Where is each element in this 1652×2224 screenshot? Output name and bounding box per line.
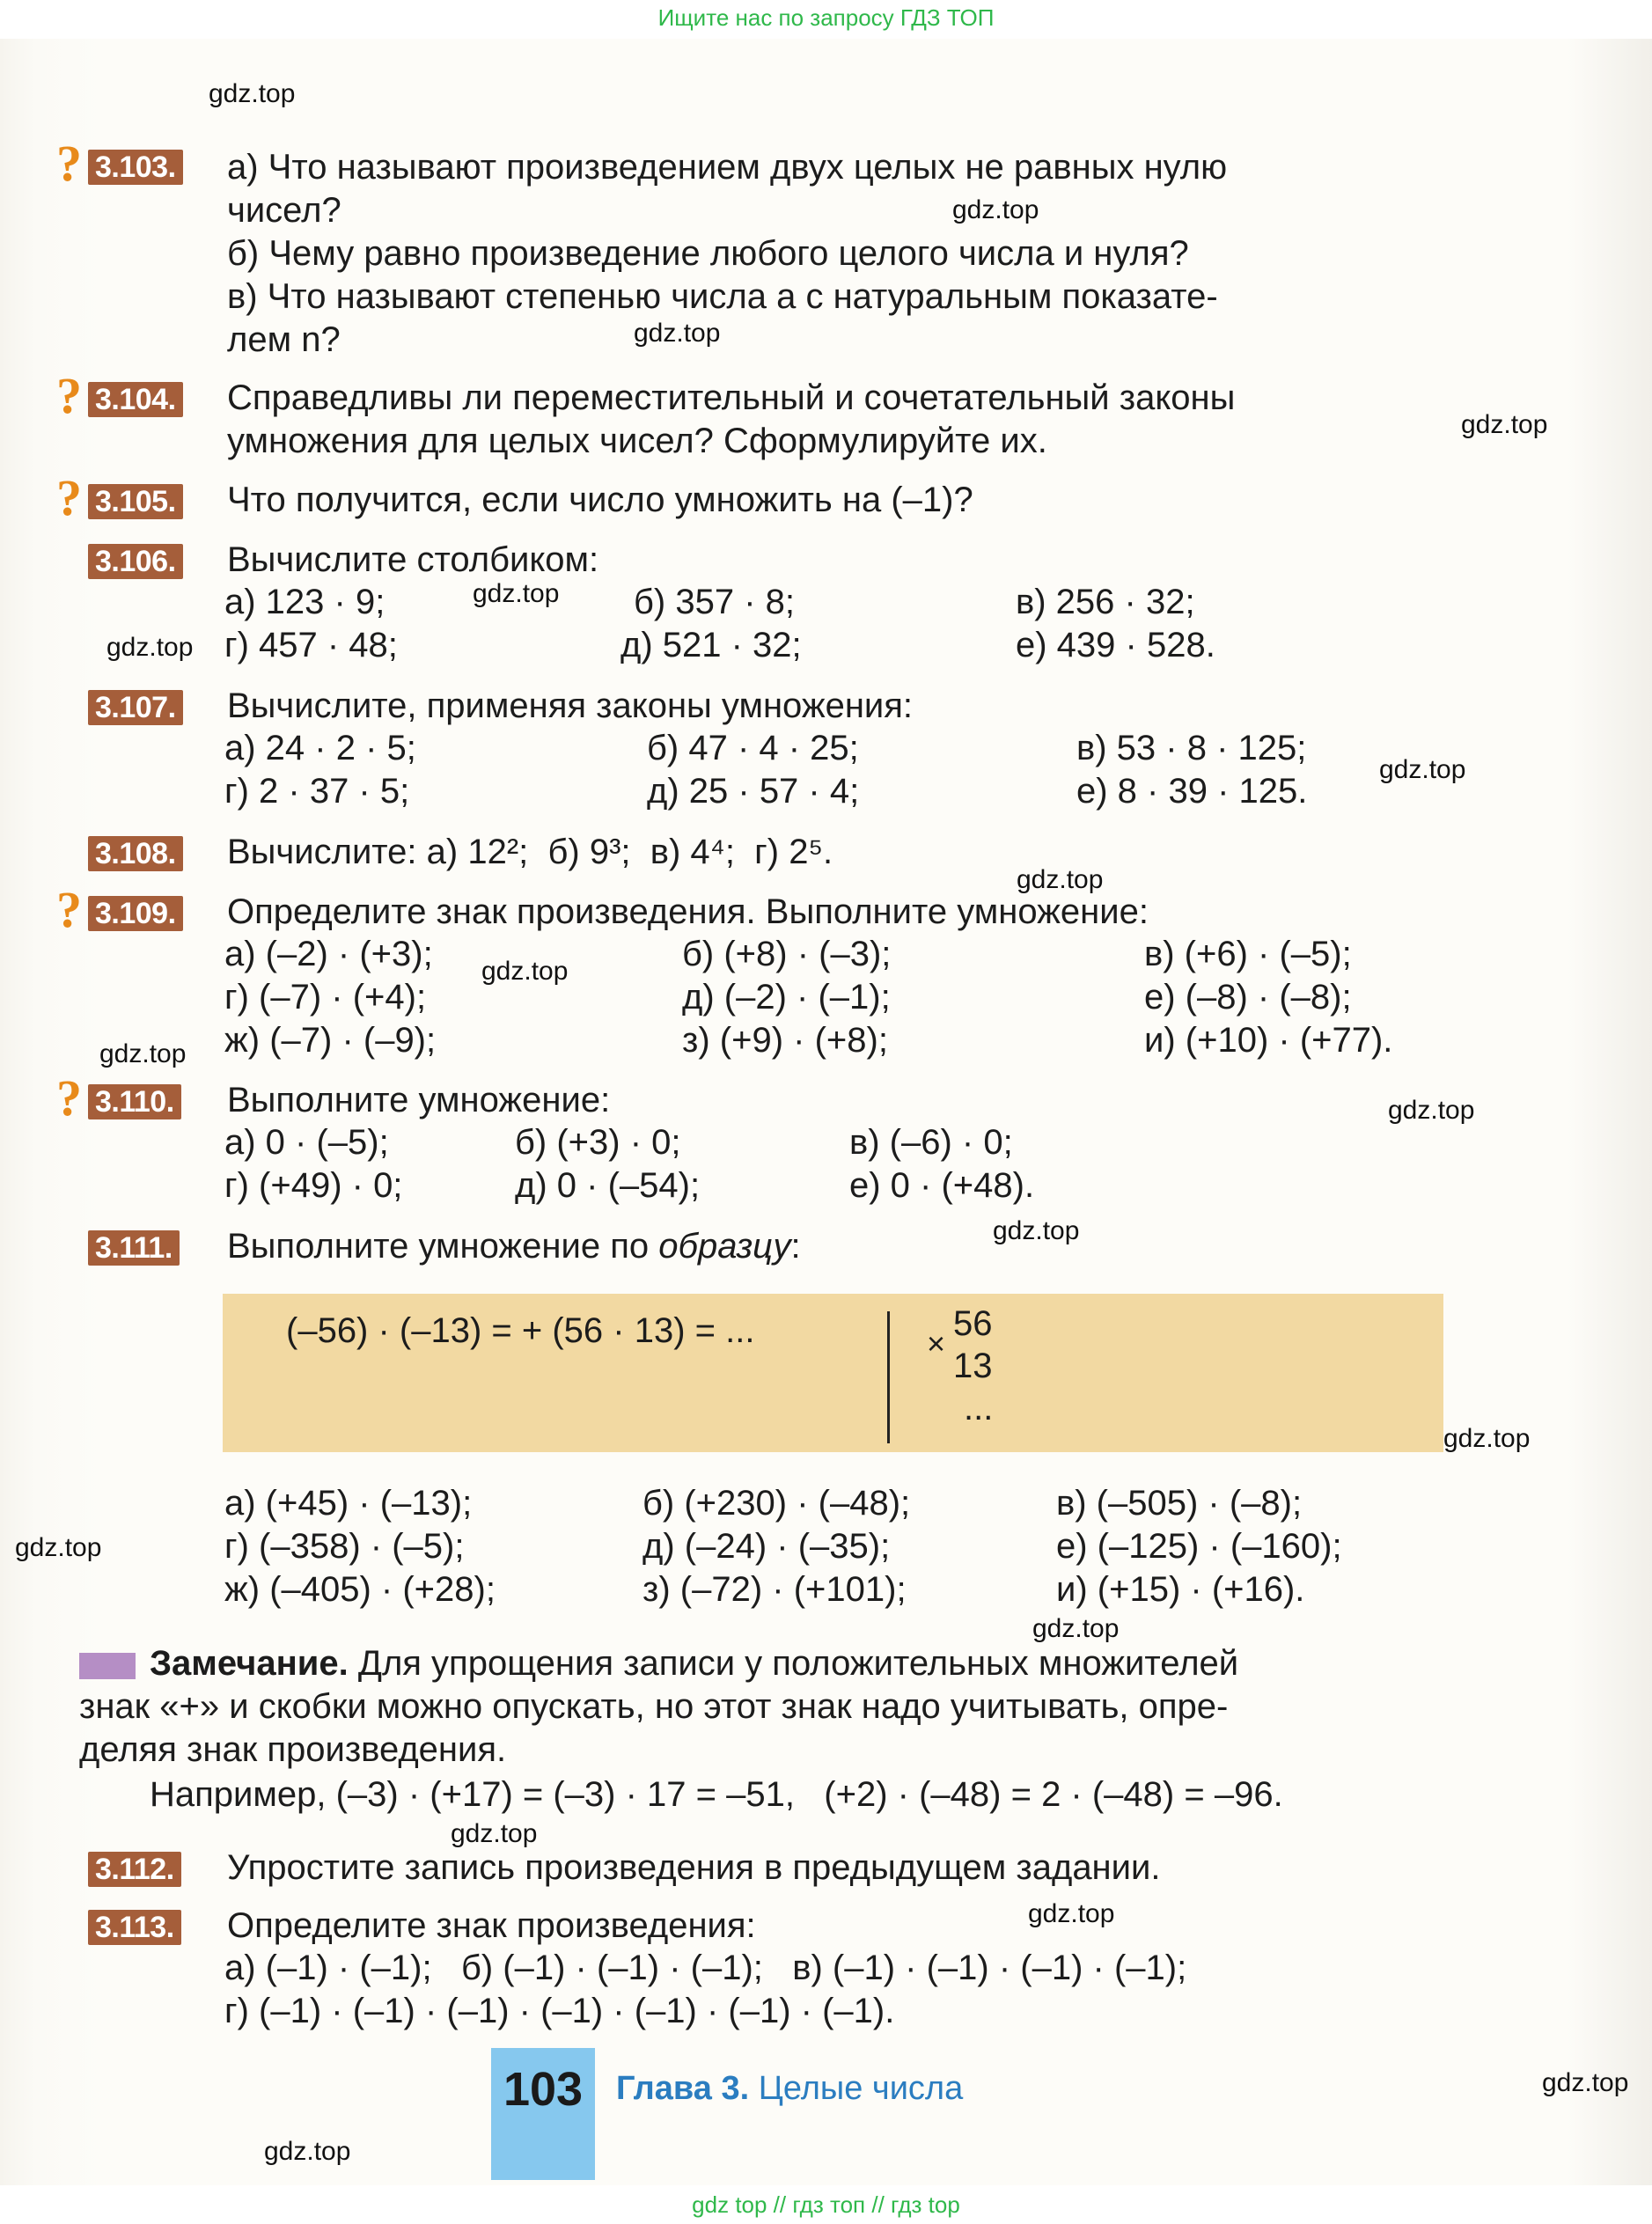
task-3-110: [56, 1069, 1452, 1216]
exercise-item: д) 521 · 32;: [620, 626, 802, 664]
exercise-item: г) (+49) · 0;: [224, 1166, 403, 1205]
column-result: ...: [964, 1389, 994, 1428]
watermark: gdz.top: [209, 79, 296, 108]
task-number: 3.110.: [88, 1084, 181, 1119]
task-number: 3.108.: [88, 836, 183, 871]
question-mark-icon: ?: [56, 135, 82, 192]
remark-line: деляя знак произведения.: [79, 1730, 507, 1769]
task-number: 3.106.: [88, 544, 183, 579]
task-3-109: [56, 881, 1452, 1072]
watermark: gdz.top: [264, 2137, 351, 2166]
task-line: лем n?: [227, 320, 341, 359]
task-3-106: [79, 540, 1452, 676]
column-multiplication: [953, 1303, 993, 1429]
exercise-item: в) 53 · 8 · 125;: [1076, 729, 1307, 767]
question-mark-icon: ?: [56, 1069, 82, 1127]
search-hint-text[interactable]: Ищите нас по запросу ГДЗ ТОП: [657, 4, 995, 31]
task-line: в) Что называют степенью числа a с натуральным показате-: [227, 277, 1218, 316]
search-hint-banner[interactable]: [0, 0, 1652, 39]
exercise-item: г) 2 · 37 · 5;: [224, 772, 410, 811]
task-number: 3.113.: [88, 1910, 181, 1945]
chapter-heading: [616, 2070, 963, 2108]
watermark: gdz.top: [106, 633, 194, 662]
task-title: Определите знак произведения:: [227, 1906, 756, 1945]
watermark: gdz.top: [634, 319, 721, 348]
exercise-item: б) (+3) · 0;: [515, 1123, 681, 1162]
task-line: а) Что называют произведением двух целых не равных нулю: [227, 148, 1228, 187]
task-number: 3.112.: [88, 1852, 181, 1887]
column-bottom: 13: [953, 1347, 993, 1385]
task-line: чисел?: [227, 191, 341, 230]
footer-text[interactable]: gdz top // гдз топ // гдз top: [692, 2191, 960, 2218]
exercise-item: б) 47 · 4 · 25;: [647, 729, 859, 767]
watermark: gdz.top: [1017, 865, 1104, 894]
task-3-113: [79, 1906, 1452, 2042]
task-line: Что получится, если число умножить на (–1)?: [227, 481, 973, 519]
task-title: Вычислите, применяя законы умножения:: [227, 686, 914, 725]
task-number: 3.105.: [88, 484, 183, 519]
exercise-item: е) 0 · (+48).: [849, 1166, 1035, 1205]
remark-line: знак «+» и скобки можно опускать, но этот знак надо учитывать, опре-: [79, 1687, 1229, 1726]
remark-example: Например, (–3) · (+17) = (–3) · 17 = –51, (+2) · (–48) = 2 · (–48) = –96.: [150, 1775, 1283, 1814]
task-number: 3.107.: [88, 690, 183, 725]
watermark: gdz.top: [1028, 1899, 1115, 1928]
exercise-item: ж) (–7) · (–9);: [224, 1021, 437, 1060]
watermark: gdz.top: [15, 1533, 102, 1562]
exercise-item: е) (–8) · (–8);: [1144, 978, 1352, 1017]
task-number: 3.103.: [88, 150, 183, 185]
exercise-item: д) 25 · 57 · 4;: [647, 772, 860, 811]
column-top: 56: [953, 1304, 993, 1343]
task-3-112: [79, 1848, 1452, 1896]
task-number: 3.111.: [88, 1230, 180, 1266]
sample-box: [223, 1294, 1443, 1452]
exercise-line: а) (–1) · (–1); б) (–1) · (–1) · (–1); в) (–1) · (–1) · (–1) · (–1);: [224, 1949, 1187, 1987]
exercise-item: а) 24 · 2 · 5;: [224, 729, 416, 767]
watermark: gdz.top: [1379, 755, 1466, 784]
exercise-item: з) (–72) · (+101);: [642, 1570, 907, 1609]
task-3-104: [56, 367, 1452, 470]
exercise-item: е) 439 · 528.: [1016, 626, 1215, 664]
chapter-label: Глава 3.: [616, 2070, 750, 2107]
question-mark-icon: ?: [56, 367, 82, 424]
watermark: gdz.top: [99, 1039, 187, 1068]
remark-text: Замечание. Для упрощения записи у положительных множителей: [150, 1644, 1239, 1683]
task-3-111: [79, 1227, 1452, 1274]
watermark: gdz.top: [993, 1216, 1080, 1245]
exercise-item: г) (–358) · (–5);: [224, 1527, 465, 1566]
task-3-103: [56, 135, 1452, 361]
exercise-item: б) (+230) · (–48);: [642, 1484, 911, 1523]
task-number: 3.104.: [88, 382, 183, 417]
exercise-item: в) (–505) · (–8);: [1056, 1484, 1303, 1523]
column-divider: [887, 1311, 890, 1443]
exercise-item: г) 457 · 48;: [224, 626, 398, 664]
chapter-title: Целые числа: [758, 2070, 964, 2107]
question-mark-icon: ?: [56, 881, 82, 938]
watermark: gdz.top: [481, 957, 569, 986]
watermark: gdz.top: [451, 1819, 538, 1848]
exercise-line: г) (–1) · (–1) · (–1) · (–1) · (–1) · (–1) · (–1).: [224, 1992, 895, 2030]
task-title: Определите знак произведения. Выполните умножение:: [227, 892, 1149, 931]
exercise-item: в) (+6) · (–5);: [1144, 935, 1352, 973]
watermark: gdz.top: [1443, 1424, 1531, 1453]
exercise-item: а) (–2) · (+3);: [224, 935, 433, 973]
task-title: Выполните умножение по образцу:: [227, 1227, 801, 1266]
page-number-block: [491, 2048, 595, 2180]
exercise-item: а) 0 · (–5);: [224, 1123, 389, 1162]
exercise-item: ж) (–405) · (+28);: [224, 1570, 496, 1609]
exercise-item: е) 8 · 39 · 125.: [1076, 772, 1308, 811]
exercise-item: в) 256 · 32;: [1016, 583, 1195, 621]
task-3-107: [79, 686, 1452, 822]
exercise-item: а) (+45) · (–13);: [224, 1484, 473, 1523]
task-3-108: [79, 833, 1452, 880]
exercise-item: а) 123 · 9;: [224, 583, 385, 621]
watermark: gdz.top: [1032, 1614, 1120, 1643]
page-number: 103: [503, 2063, 584, 2116]
task-line: Справедливы ли переместительный и сочетательный законы: [227, 378, 1236, 417]
task-3-105: [56, 469, 1452, 528]
multiply-sign-icon: ×: [927, 1325, 946, 1362]
task-number: 3.109.: [88, 896, 183, 931]
exercise-item: г) (–7) · (+4);: [224, 978, 427, 1017]
exercise-item: б) (+8) · (–3);: [682, 935, 892, 973]
task-line: умножения для целых чисел? Сформулируйте их.: [227, 422, 1047, 460]
exercise-item: д) (–2) · (–1);: [682, 978, 891, 1017]
task-title: Вычислите столбиком:: [227, 540, 599, 579]
watermark: gdz.top: [473, 579, 560, 608]
exercise-item: в) (–6) · 0;: [849, 1123, 1013, 1162]
exercise-item: б) 357 · 8;: [634, 583, 795, 621]
watermark: gdz.top: [1388, 1096, 1475, 1125]
exercise-item: з) (+9) · (+8);: [682, 1021, 888, 1060]
sample-equation: (–56) · (–13) = + (56 · 13) = ...: [286, 1311, 755, 1350]
exercise-item: д) (–24) · (–35);: [642, 1527, 891, 1566]
footer-links[interactable]: [0, 2185, 1652, 2224]
exercise-item: д) 0 · (–54);: [515, 1166, 701, 1205]
exercise-item: и) (+15) · (+16).: [1056, 1570, 1305, 1609]
remark-marker: [79, 1653, 136, 1679]
task-3-111-items: [79, 1482, 1452, 1614]
exercise-item: и) (+10) · (+77).: [1144, 1021, 1393, 1060]
task-title: Выполните умножение:: [227, 1081, 611, 1119]
watermark: gdz.top: [1542, 2068, 1629, 2097]
task-line: Упростите запись произведения в предыдущем задании.: [227, 1848, 1161, 1887]
exercise-item: е) (–125) · (–160);: [1056, 1527, 1342, 1566]
watermark: gdz.top: [952, 195, 1039, 224]
task-line: Вычислите: а) 12²; б) 9³; в) 4⁴; г) 2⁵.: [227, 833, 833, 871]
task-line: б) Чему равно произведение любого целого числа и нуля?: [227, 234, 1189, 273]
watermark: gdz.top: [1461, 410, 1548, 439]
question-mark-icon: ?: [56, 469, 82, 526]
